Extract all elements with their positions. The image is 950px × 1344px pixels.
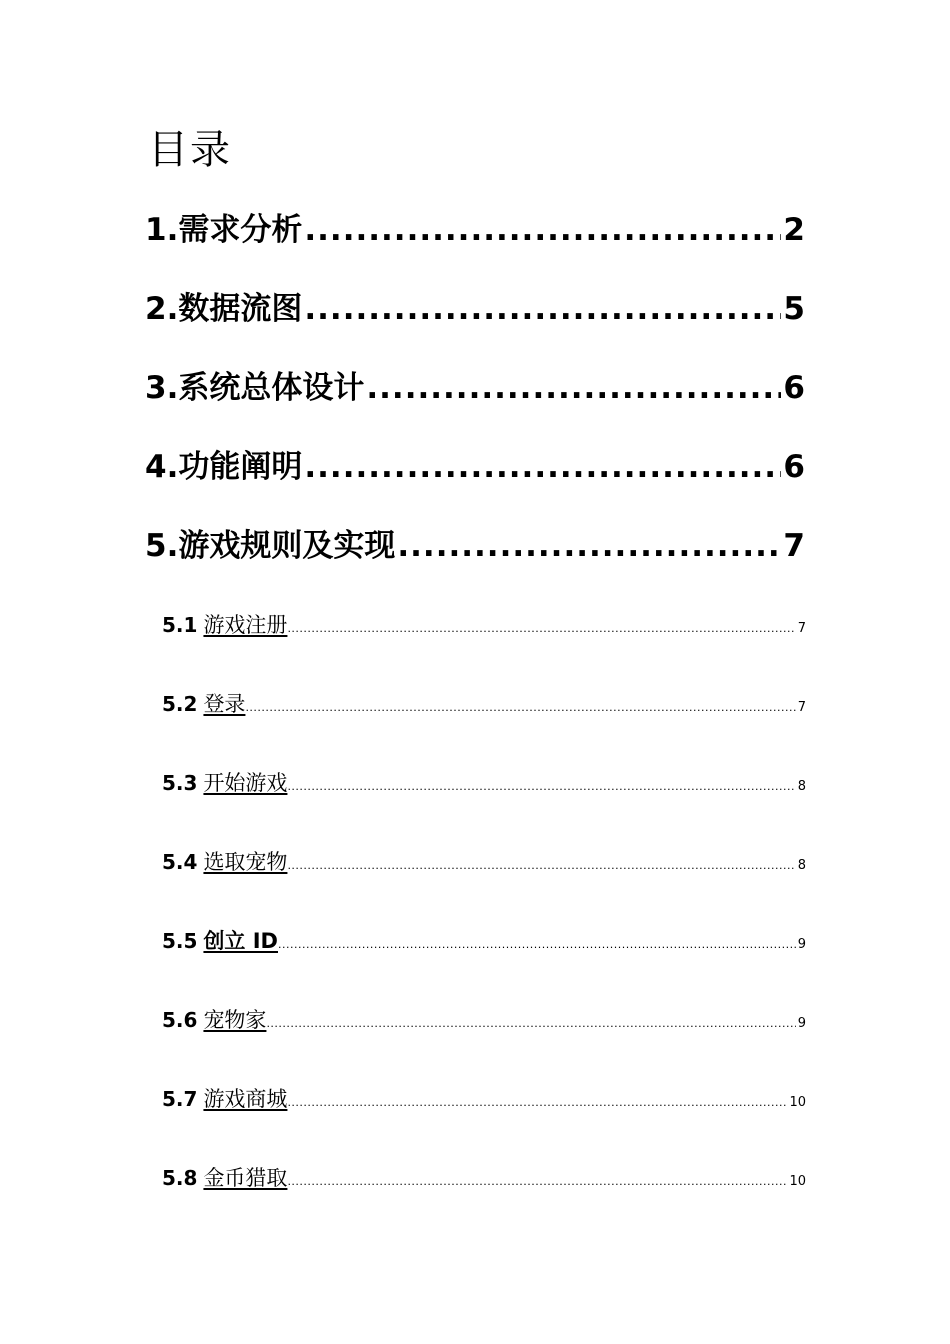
- toc-subentry-coin-hunting[interactable]: [162, 1163, 806, 1193]
- toc-page-number: 10: [789, 1095, 806, 1110]
- toc-page-number: 8: [797, 858, 806, 873]
- toc-subentry-registration[interactable]: [162, 610, 806, 640]
- toc-page-number: 5: [783, 291, 805, 327]
- toc-dot-leader: [304, 208, 781, 252]
- toc-page-number: 10: [789, 1174, 806, 1189]
- toc-entry-system-design[interactable]: [145, 366, 805, 410]
- toc-subentry-number: 5.8: [162, 1166, 198, 1190]
- toc-page-number: 7: [783, 528, 805, 564]
- toc-entry-label: 游戏规则及实现: [178, 528, 396, 564]
- toc-subentry-number: 5.3: [162, 771, 198, 795]
- toc-page-number: 9: [797, 1016, 806, 1031]
- toc-dot-leader: [397, 524, 781, 568]
- toc-dot-leader: [245, 693, 795, 723]
- toc-subentry-game-store[interactable]: [162, 1084, 806, 1114]
- toc-subentry-login[interactable]: [162, 689, 806, 719]
- toc-entry-number: 4.: [145, 449, 179, 485]
- toc-subentry-link[interactable]: 金币猎取: [203, 1166, 288, 1190]
- toc-subentry-start-game[interactable]: [162, 768, 806, 798]
- toc-subentry-pet-home[interactable]: [162, 1005, 806, 1035]
- toc-entry-number: 5.: [145, 528, 179, 564]
- toc-page-number: 6: [783, 370, 805, 406]
- toc-subentry-link[interactable]: 开始游戏: [203, 771, 288, 795]
- toc-subentry-number: 5.2: [162, 692, 198, 716]
- toc-dot-leader: [304, 287, 781, 331]
- toc-entry-label: 系统总体设计: [178, 370, 365, 406]
- toc-dot-leader: [287, 851, 795, 881]
- toc-entry-number: 2.: [145, 291, 179, 327]
- toc-dot-leader: [287, 772, 795, 802]
- toc-subentry-link[interactable]: 游戏注册: [203, 613, 288, 637]
- toc-entry-label: 数据流图: [178, 291, 303, 327]
- toc-page-number: 7: [797, 621, 806, 636]
- toc-subentry-number: 5.7: [162, 1087, 198, 1111]
- toc-page-number: 2: [783, 212, 805, 248]
- toc-subentry-number: 5.5: [162, 929, 198, 953]
- toc-dot-leader: [287, 1088, 787, 1118]
- toc-subentry-create-id[interactable]: [162, 926, 806, 956]
- toc-dot-leader: [278, 930, 796, 960]
- page-title: 目录: [148, 127, 232, 173]
- toc-dot-leader: [287, 1167, 787, 1197]
- toc-dot-leader: [366, 366, 781, 410]
- toc-page-number: 8: [797, 779, 806, 794]
- toc-subentry-number: 5.6: [162, 1008, 198, 1032]
- toc-subentry-link[interactable]: 宠物家: [203, 1008, 267, 1032]
- toc-entry-game-rules[interactable]: [145, 524, 805, 568]
- toc-subentry-link[interactable]: 选取宠物: [203, 850, 288, 874]
- toc-entry-requirements[interactable]: [145, 208, 805, 252]
- toc-subentry-link[interactable]: 登录: [203, 692, 246, 716]
- toc-page-number: 7: [797, 700, 806, 715]
- toc-page-number: 9: [797, 937, 806, 952]
- toc-subentry-number: 5.4: [162, 850, 198, 874]
- toc-subentry-link[interactable]: 创立 ID: [203, 929, 278, 953]
- toc-dot-leader: [304, 445, 781, 489]
- toc-entry-data-flow[interactable]: [145, 287, 805, 331]
- toc-entry-function-description[interactable]: [145, 445, 805, 489]
- toc-subentry-link[interactable]: 游戏商城: [203, 1087, 288, 1111]
- toc-entry-number: 1.: [145, 212, 179, 248]
- toc-entry-label: 功能阐明: [178, 449, 303, 485]
- toc-dot-leader: [266, 1009, 795, 1039]
- toc-entry-label: 需求分析: [178, 212, 303, 248]
- toc-subentry-number: 5.1: [162, 613, 198, 637]
- toc-entry-number: 3.: [145, 370, 179, 406]
- toc-page-number: 6: [783, 449, 805, 485]
- toc-subentry-choose-pet[interactable]: [162, 847, 806, 877]
- toc-dot-leader: [287, 614, 795, 644]
